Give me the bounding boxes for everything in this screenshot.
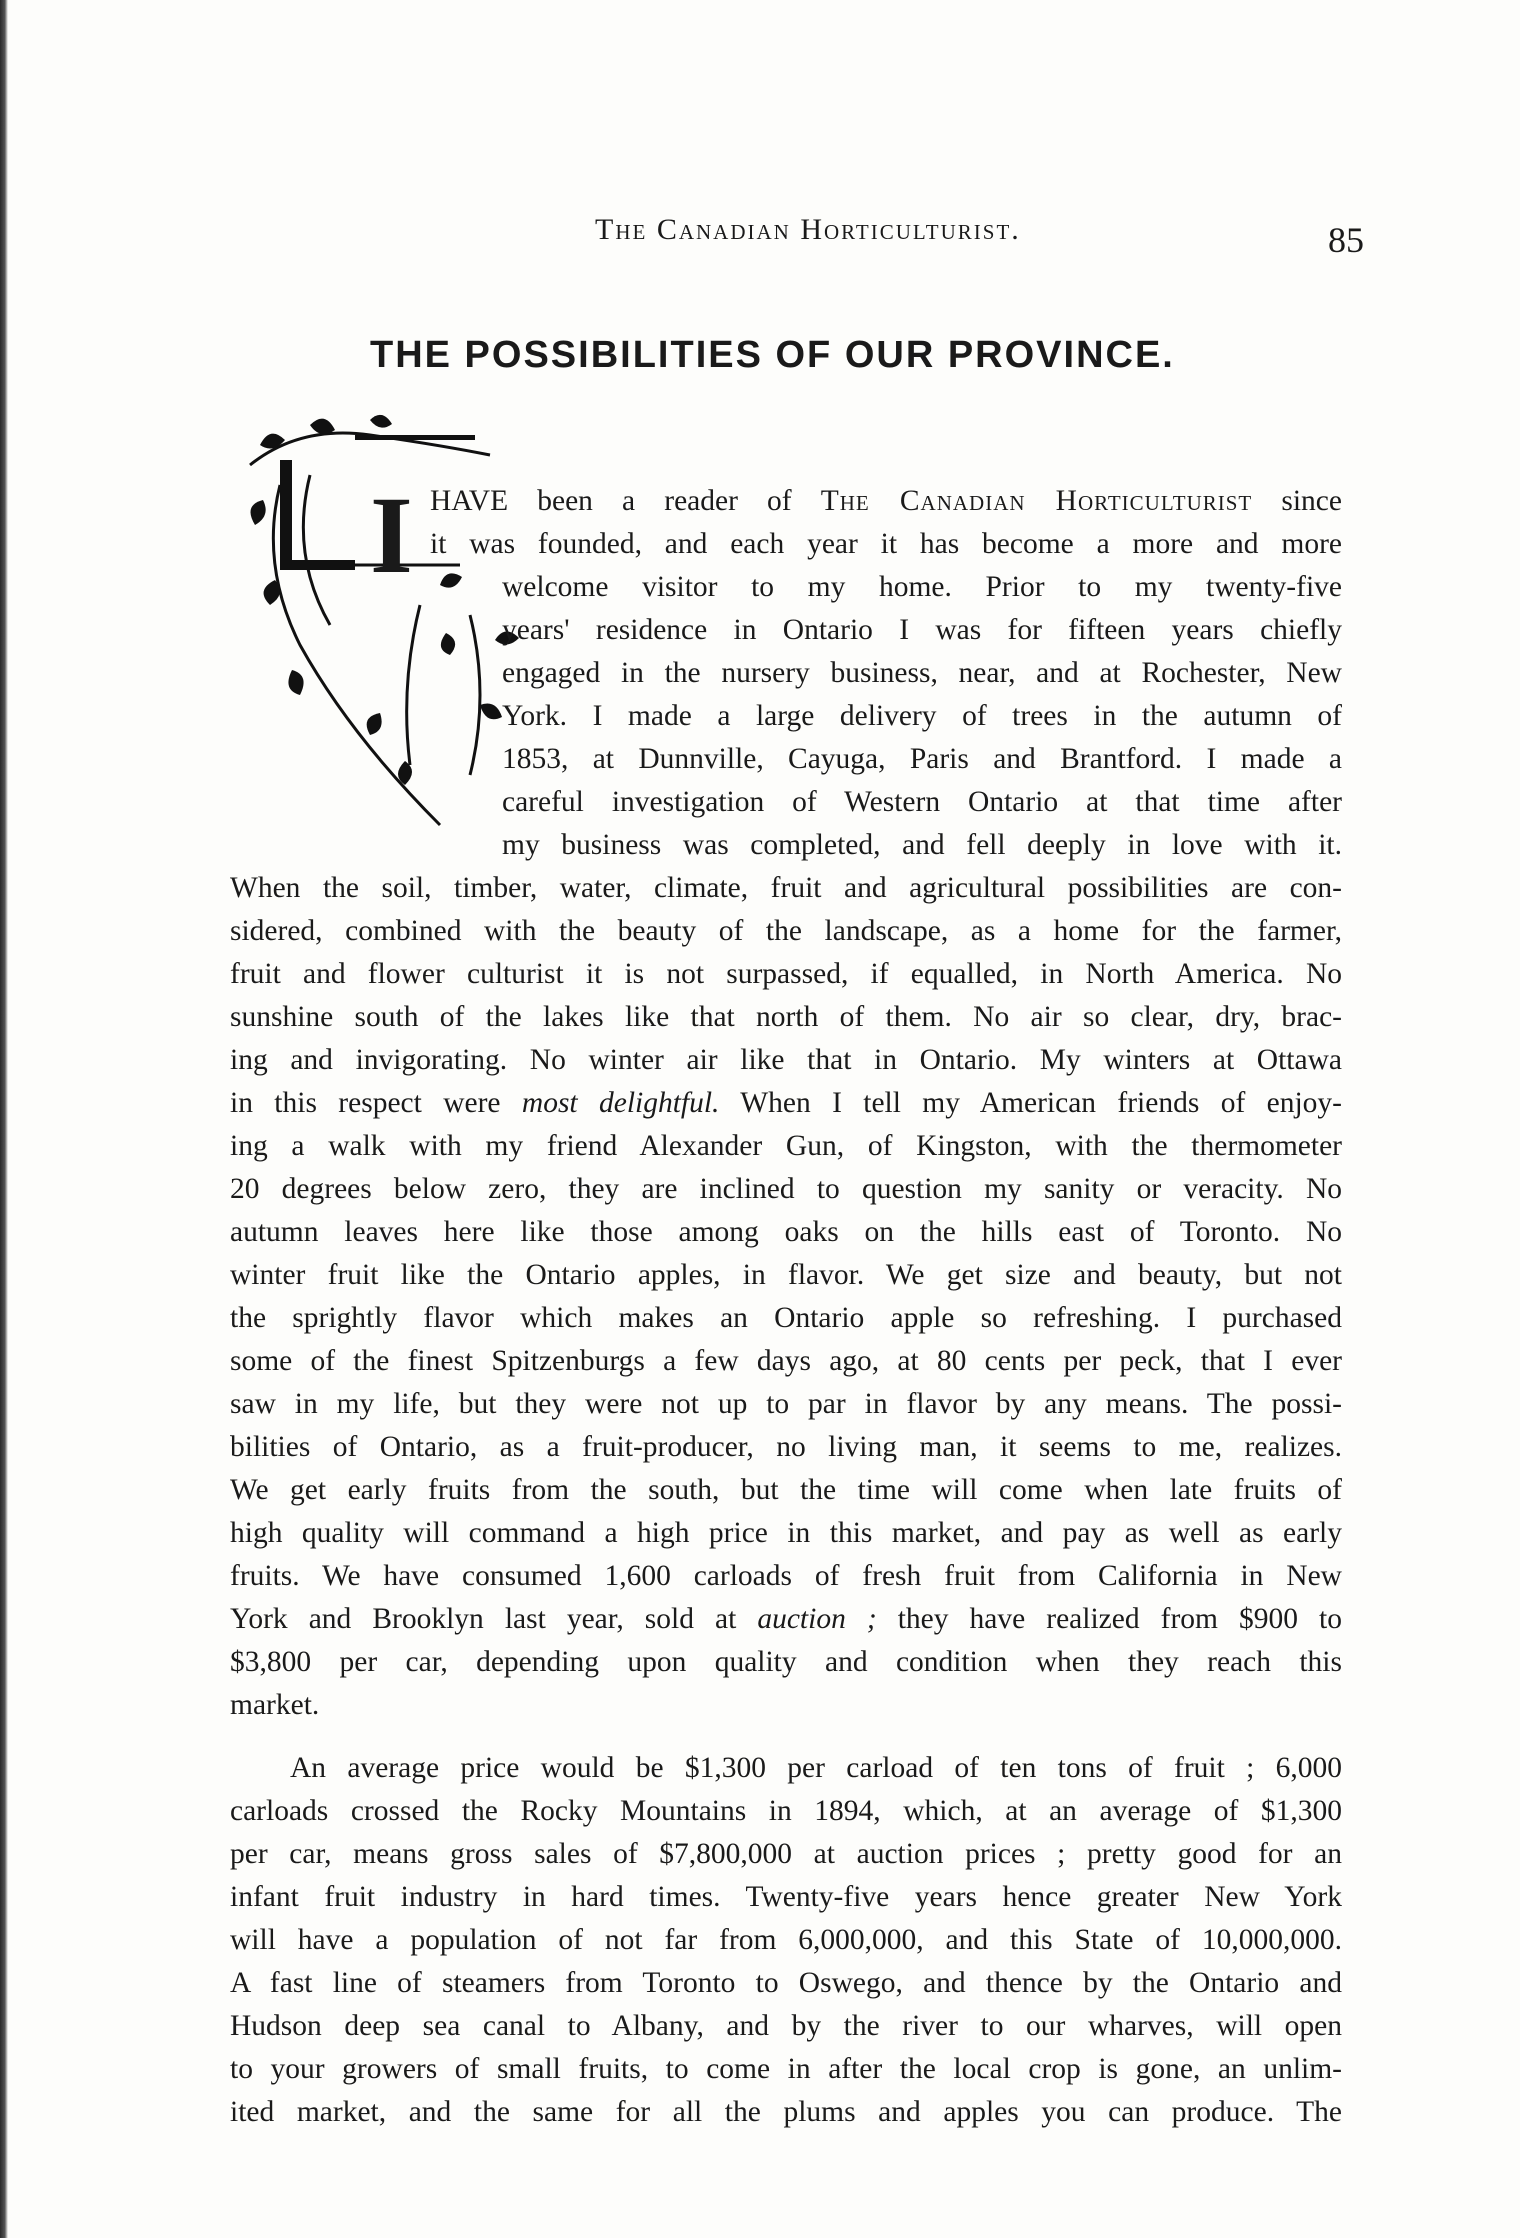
text-line: carloads crossed the Rocky Mountains in 1894, which, at an average of $1,300 [230,1795,1342,1827]
text-line: bilities of Ontario, as a fruit-producer, no living man, it seems to me, realizes. [230,1431,1342,1463]
text-line: ing and invigorating. No winter air like that in Ontario. My winters at Ottawa [230,1044,1342,1076]
text-line: careful investigation of Western Ontario at that time after [502,786,1342,818]
text-line: market. [230,1689,320,1721]
text-line: per car, means gross sales of $7,800,000 at auction prices ; pretty good for an [230,1838,1342,1870]
text-line: some of the finest Spitzenburgs a few days ago, at 80 cents per peck, that I ever [230,1345,1342,1377]
text-span: York and Brooklyn last year, sold at [230,1603,758,1635]
text-line: infant fruit industry in hard times. Twenty-five years hence greater New York [230,1881,1342,1913]
floral-vine-ornament [240,405,530,835]
text-line: ited market, and the same for all the plums and apples you can produce. The [230,2096,1342,2128]
text-line: An average price would be $1,300 per carload of ten tons of fruit ; 6,000 [290,1752,1342,1784]
text-line: $3,800 per car, depending upon quality and condition when they reach this [230,1646,1342,1678]
text-line: to your growers of small fruits, to come in after the local crop is gone, an unlim- [230,2053,1342,2085]
text-line: it was founded, and each year it has become a more and more [430,528,1342,560]
text-line [430,483,1342,519]
text-line: 20 degrees below zero, they are inclined to question my sanity or veracity. No [230,1173,1342,1205]
text-line: ing a walk with my friend Alexander Gun, of Kingston, with the thermometer [230,1130,1342,1162]
text-span: they have realized from $900 to [876,1603,1342,1635]
italic-phrase: auction ; [757,1603,877,1635]
text-line: winter fruit like the Ontario apples, in flavor. We get size and beauty, but not [230,1259,1342,1291]
page-number: 85 [1328,220,1364,260]
text-line [230,1085,1342,1121]
text-line: welcome visitor to my home. Prior to my twenty-five [502,571,1342,603]
text-line: high quality will command a high price in this market, and pay as well as early [230,1517,1342,1549]
text-line: saw in my life, but they were not up to par in flavor by any means. The possi- [230,1388,1342,1420]
text-line: years' residence in Ontario I was for fifteen years chiefly [502,614,1342,646]
text-line: fruits. We have consumed 1,600 carloads of fresh fruit from California in New [230,1560,1342,1592]
text-line: engaged in the nursery business, near, and at Rochester, New [502,657,1342,689]
text-line: York. I made a large delivery of trees in the autumn of [502,700,1342,732]
text-line: the sprightly flavor which makes an Ontario apple so refreshing. I purchased [230,1302,1342,1334]
text-line: fruit and flower culturist it is not surpassed, if equalled, in North America. No [230,958,1342,990]
text-line: sidered, combined with the beauty of the landscape, as a home for the farmer, [230,915,1342,947]
text-line: autumn leaves here like those among oaks on the hills east of Toronto. No [230,1216,1342,1248]
text-span: HAVE been a reader of [430,485,821,517]
drop-cap: I [370,474,413,596]
text-line: my business was completed, and fell deeply in love with it. [502,829,1342,861]
article-title: THE POSSIBILITIES OF OUR PROVINCE. [370,334,1175,376]
text-span: When I tell my American friends of enjoy- [719,1087,1342,1119]
text-span: in this respect were [230,1087,522,1119]
text-line: will have a population of not far from 6,000,000, and this State of 10,000,000. [230,1924,1342,1956]
text-line: 1853, at Dunnville, Cayuga, Paris and Brantford. I made a [502,743,1342,775]
text-line: sunshine south of the lakes like that north of them. No air so clear, dry, brac- [230,1001,1342,1033]
text-line: We get early fruits from the south, but the time will come when late fruits of [230,1474,1342,1506]
text-line: A fast line of steamers from Toronto to Oswego, and thence by the Ontario and [230,1967,1342,1999]
italic-phrase: most delightful. [521,1087,720,1119]
text-line: When the soil, timber, water, climate, fruit and agricultural possibilities are con- [230,872,1342,904]
running-head [0,213,1520,263]
text-line: Hudson deep sea canal to Albany, and by the river to our wharves, will open [230,2010,1342,2042]
running-title: The Canadian Horticulturist. [595,213,1021,246]
publication-name: The Canadian Horticulturist [820,485,1253,517]
text-line [230,1601,1342,1637]
text-span: since [1252,485,1342,517]
